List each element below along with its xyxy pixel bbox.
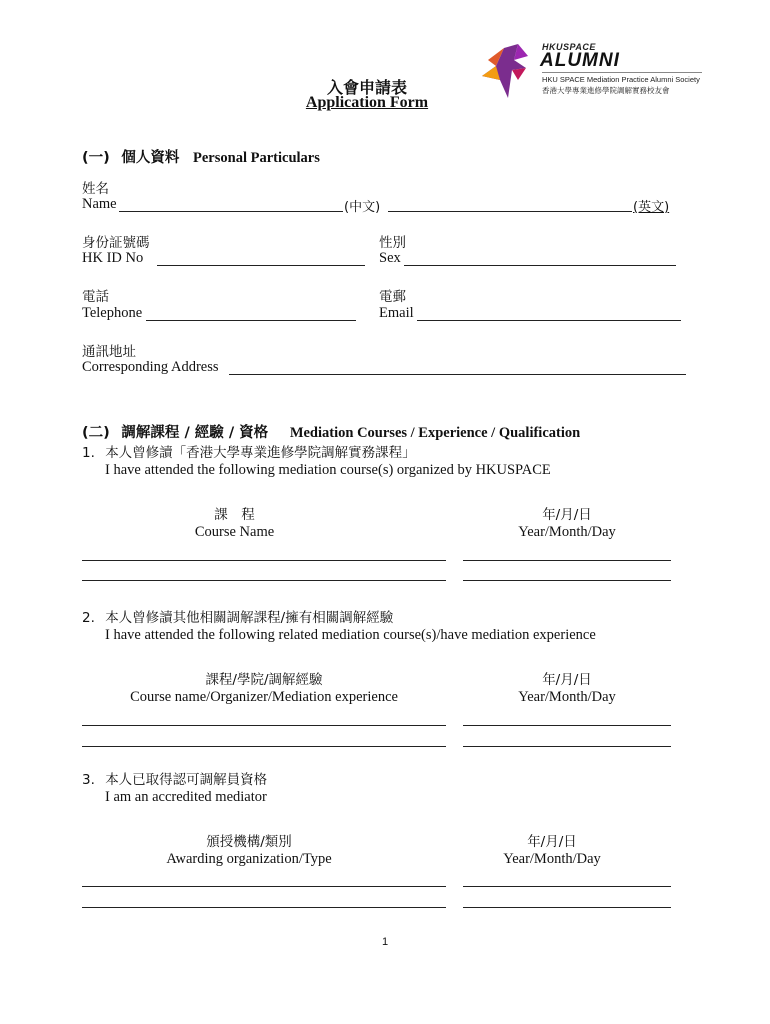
item2-heading-zh [82,606,393,626]
item3-col1-zh: 頒授機構/類別 [206,834,292,850]
item3-date-field-1[interactable] [463,886,671,887]
item3-text-en: I am an accredited mediator [105,789,267,805]
item1-course-field-2[interactable] [82,580,446,581]
item1-col2-zh: 年/月/日 [542,507,592,523]
item3-col2-zh: 年/月/日 [527,834,577,850]
sex-label-zh: 性別 [379,235,406,251]
logo-divider [542,72,702,73]
tel-label-en: Telephone [82,305,143,321]
item3-org-field-2[interactable] [82,907,446,908]
item1-date-field-2[interactable] [463,580,671,581]
logo-society-zh: 香港大學專業進修學院調解實務校友會 [542,86,670,95]
section2-marker: (二) [82,425,110,441]
item1-col1-en: Course Name [194,524,275,540]
form-title-zh: 入會申請表 [326,78,407,97]
item1-course-field-1[interactable] [82,560,446,561]
item1-text-zh: 本人曾修讀「香港大學專業進修學院調解實務課程」 [105,445,416,461]
hkid-label-zh: 身份証號碼 [82,235,150,251]
item2-col1-zh: 課程/學院/調解經驗 [205,672,323,688]
sex-label-en: Sex [379,250,401,266]
item2-number: 2. [82,610,95,626]
section2-title-en: Mediation Courses / Experience / Qualification [289,425,581,441]
item2-text-en: I have attended the following related mediation course(s)/have mediation experience [105,627,596,643]
email-field[interactable] [417,320,681,321]
item2-date-field-2[interactable] [463,746,671,747]
item2-text-zh: 本人曾修讀其他相關調解課程/擁有相關調解經驗 [105,610,394,626]
item1-text-en: I have attended the following mediation course(s) organized by HKUSPACE [105,462,551,478]
form-title-en: Application Form [305,94,429,111]
item3-date-field-2[interactable] [463,907,671,908]
address-field[interactable] [229,374,686,375]
address-label-en: Corresponding Address [82,359,219,375]
tel-label-zh: 電話 [82,289,109,305]
item1-heading-zh [82,441,416,461]
name-english-field[interactable] [388,211,632,212]
item2-col1-en: Course name/Organizer/Mediation experience [130,689,398,705]
name-chinese-hint: (中文) [344,200,381,215]
item3-number: 3. [82,772,95,788]
section1-title-zh: 個人資料 [121,150,180,166]
item1-date-field-1[interactable] [463,560,671,561]
item3-org-field-1[interactable] [82,886,446,887]
name-label-en: Name [82,196,117,212]
item1-number: 1. [82,445,95,461]
name-chinese-field[interactable] [119,211,343,212]
name-label-zh: 姓名 [82,181,109,197]
sex-field[interactable] [404,265,676,266]
item1-col2-en: Year/Month/Day [518,524,616,540]
section1-title-en: Personal Particulars [193,150,320,166]
item3-col2-en: Year/Month/Day [503,851,601,867]
telephone-field[interactable] [146,320,356,321]
page-number: 1 [381,936,389,948]
item3-col1-en: Awarding organization/Type [166,851,332,867]
logo-society-en: HKU SPACE Mediation Practice Alumni Society [542,75,700,84]
section1-marker: (一) [82,150,110,166]
logo-brand-large: ALUMNI [540,50,620,71]
item2-col2-zh: 年/月/日 [542,672,592,688]
item1-col1-zh: 課 程 [214,507,255,523]
name-english-hint: (英文) [633,200,670,215]
item2-course-field-1[interactable] [82,725,446,726]
item2-course-field-2[interactable] [82,746,446,747]
email-label-en: Email [379,305,414,321]
section1-heading [82,146,320,167]
logo-brand-small: HKUSPACE [542,42,596,52]
email-label-zh: 電郵 [379,289,406,305]
section2-title-zh: 調解課程 / 經驗 / 資格 [121,425,269,441]
section2-heading [82,421,580,442]
hkid-field[interactable] [157,265,365,266]
item2-col2-en: Year/Month/Day [518,689,616,705]
address-label-zh: 通訊地址 [82,344,136,360]
hkid-label-en: HK ID No [82,250,144,266]
item2-date-field-1[interactable] [463,725,671,726]
item3-heading-zh [82,768,267,788]
item3-text-zh: 本人已取得認可調解員資格 [105,772,268,788]
